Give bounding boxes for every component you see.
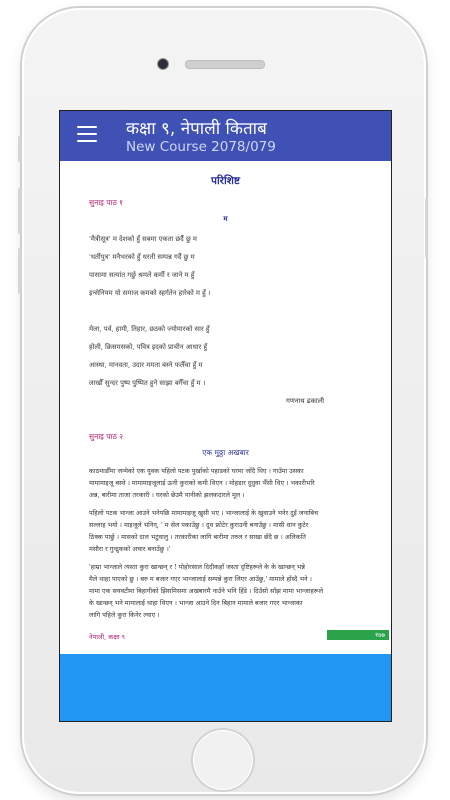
poem-author: गणनाथ ढकाली xyxy=(286,397,324,405)
app-title: कक्षा ९, नेपाली किताब xyxy=(126,119,267,139)
poem-line: 'धर्तीपुत्र' मनैभरको हुँ धरती सम्पन्न गर्दै छु म xyxy=(89,253,195,261)
side-button xyxy=(18,136,21,162)
side-button xyxy=(425,198,428,258)
page-number-badge: १७७ xyxy=(327,630,389,640)
paragraph-line: मसौरा र गुन्द्रुकको अचार बनाउँछु ।' xyxy=(89,545,171,553)
poem-line: मेला, पर्व, हामी, तिहार, छठको ज्योमारको सार हुँ xyxy=(89,325,210,333)
poem-line: होली, क्रिसमसको, पवित्र इदको प्राचीन आधार हुँ xyxy=(89,343,208,351)
paragraph-line: 'हाम्रा भान्जाले त्यस्ता कुरा खान्छन् र ! पोहोरसाल दिदीकहाँ जस्ता दृष्टिहरूले के के खान्छन् भन्ने xyxy=(89,563,305,571)
poem-title: म xyxy=(223,214,228,223)
page-footer-label: नेपाली, कक्षा ९ xyxy=(89,633,125,641)
menu-icon[interactable] xyxy=(77,126,97,142)
paragraph-line: के खान्छन् भने मामालाई थाहा थिएन । भान्जा आउने दिन बिहान मामाले बजार गएर भान्जाका xyxy=(89,599,303,607)
section-label: सुनाइ पाठ २ xyxy=(89,432,124,441)
paragraph-line: मामामाइजू बस्थे । मामामाइजूलाई ऊनी कुराको कमी थिएन । मोहडार दुधुवा भैँसी थिए । भकारीभरि xyxy=(89,479,315,487)
app-subtitle: New Course 2078/079 xyxy=(126,139,276,155)
story-paragraph xyxy=(89,507,371,555)
bottom-navigation-bar[interactable] xyxy=(60,654,391,721)
paragraph-line: मैले थाहा पाएको छु । बरु म बजार गएर भान्जालाई सम्पन्ने कुरा लिएर आउँछु,' मामाले हाँस्दै भने । xyxy=(89,575,312,583)
paragraph-line: अन्न, बारीमा ताजा तरकारी । घरको छेउमै पानीको झलकदारले मूल । xyxy=(89,491,245,499)
poem-line: लाखौँ सुन्दर पुष्प पुष्पित हुने साझा बगैँचा हुँ म । xyxy=(89,379,206,387)
section-label: सुनाइ पाठ १ xyxy=(89,198,124,207)
paragraph-line: पहिलो पटक भान्जा आउने भनेपछि मामामाइजू खुसी भए । भान्जालाई के खुवाउने भनेर दुई जनाबिच xyxy=(89,509,319,517)
app-bar xyxy=(60,111,391,161)
poem-line: पासामा सत्यांत गर्छु श्रमले कर्मी र जाने म हुँ xyxy=(89,271,195,279)
poem-line: इन्सेनियम यो समाज कमको स्हर्गतेन हारेको म हुँ । xyxy=(89,289,211,297)
poem-line: 'मैत्रीसूत्र' म देशको हुँ सबमा एकता छर्दै छु म xyxy=(89,235,197,243)
front-camera xyxy=(157,58,169,70)
paragraph-line: ठिक्क पार्छु । मासको दाल भटुवालु । तरकारीका लागि बारीमा तरुल र साखा छँदै छ । अलिकति xyxy=(89,533,306,541)
side-button xyxy=(18,188,21,234)
earpiece-speaker xyxy=(185,60,265,69)
paragraph-line: मामा एक सयवटीमा बिहानीको झिसमिसमा अखबारमै नाउँने भनि हिँडे । दिउँसो साँझ मामा भान्जाहरूले xyxy=(89,587,324,595)
home-button[interactable] xyxy=(193,730,253,790)
poem-line: आस्था, मानवता, उदार ममता बस्ने फलैँचा हुँ म xyxy=(89,361,203,369)
paragraph-line: लागि पहिले कुरा किनेर ल्याए । xyxy=(89,611,160,619)
story-paragraph xyxy=(89,465,371,501)
page-heading: परिशिष्ट xyxy=(211,175,240,187)
story-paragraph xyxy=(89,561,371,621)
side-button xyxy=(18,248,21,294)
book-page[interactable] xyxy=(60,161,391,654)
app-screen xyxy=(59,110,392,722)
story-title: एक मुठ्ठा अखबार xyxy=(202,448,249,457)
paragraph-line: काठमाडौँमा जन्मेको एक युवक पहिलो पटक पुर्खाको पहाडको घरमा जाँदै थिए । गाउँमा उसका xyxy=(89,467,304,475)
paragraph-line: सल्लाह भयो । माइजूले भनिन्, ' म सेल पकाउँछु । दूध फ्रोटेर कुराउनी बनाउँछु । मासी धान कुटेर xyxy=(89,521,309,529)
